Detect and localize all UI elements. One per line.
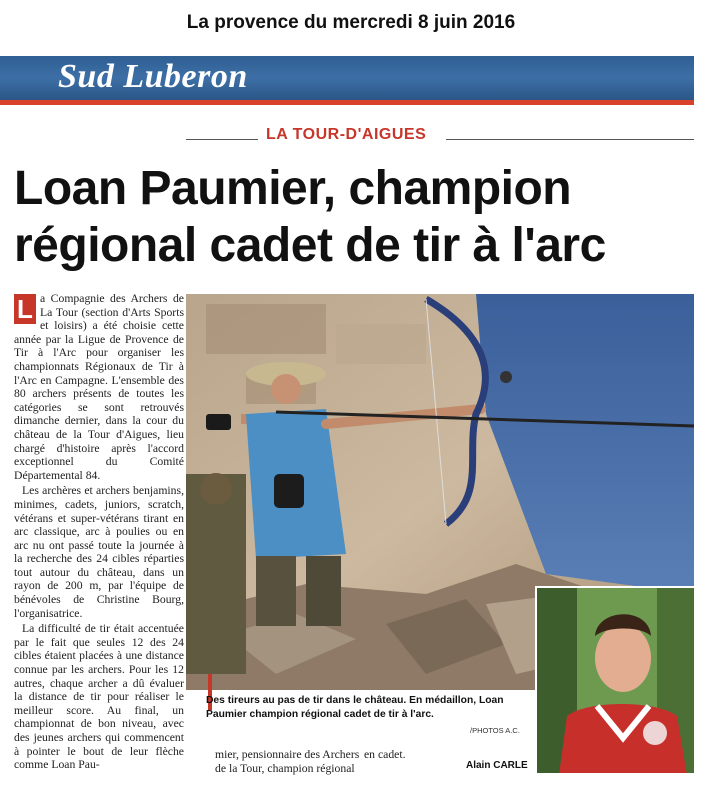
headline: [14, 160, 694, 274]
kicker: LA TOUR-D'AIGUES: [266, 126, 427, 143]
paragraph-1: L a Compagnie des Archers de La Tour (section d'Arts Sports et loisirs) a été choisie cette année par la Ligue de Provence de Tir à l'Arc pour organiser les championnats Régionaux de Tir à l'Arc en Campagne. L'ensemble des 80 archers présents de toutes les catégories se sont retrouvés dimanche dernier, dans la cour du château de la Tour d'Aigues, lieu chargé d'histoire après l'accord exceptionnel du Comité Départemental 84.: [14, 292, 184, 482]
paragraph-2: Les archères et archers benjamins, minimes, cadets, juniors, scratch, vétérans et super-vétérans tirant en arc classique, arc à poulies ou en arc nu ont passé toute la journée à la recherche des 24 cibles réparties tout autour du château, dans un rayon de 200 m, par l'équipe de bénévoles de Christine Bourg, l'organisatrice.: [14, 484, 184, 620]
section-title: Sud Luberon: [58, 58, 248, 95]
source-date: La provence du mercredi 8 juin 2016: [186, 12, 516, 33]
author-byline: Alain CARLE: [466, 760, 528, 771]
inset-portrait: [535, 586, 694, 773]
column-2-line-1: mier, pensionnaire des Archers: [215, 748, 360, 761]
kicker-rule-right: [446, 139, 694, 140]
photo-caption: Des tireurs au pas de tir dans le château. En médaillon, Loan Paumier champion régional cadet de tir à l'arc.: [206, 695, 504, 720]
headline-line-1: Loan Paumier, champion: [14, 162, 572, 215]
column-3-line-1: en cadet.: [364, 748, 406, 761]
headline-line-2: régional cadet de tir à l'arc: [14, 219, 606, 272]
dropcap: L: [14, 294, 36, 324]
banner-stripe: [0, 100, 694, 105]
photo-credit: /PHOTOS A.C.: [470, 726, 520, 735]
article-body: [14, 292, 184, 774]
paragraph-3: La difficulté de tir était accentuée par le fait que seules 12 des 24 cibles étaient placées à une distance connue par les archers. Pour les 12 autres, chaque archer a dû évaluer la distance de tir pour réaliser le meilleur score. Au final, un championnat de bon niveau, avec des jeunes archers qui commencent à pointer le bout de leur flèche comme Loan Pau-: [14, 622, 184, 772]
column-2-line-2: de la Tour, champion régional: [215, 762, 355, 775]
kicker-rule-left: [186, 139, 258, 140]
